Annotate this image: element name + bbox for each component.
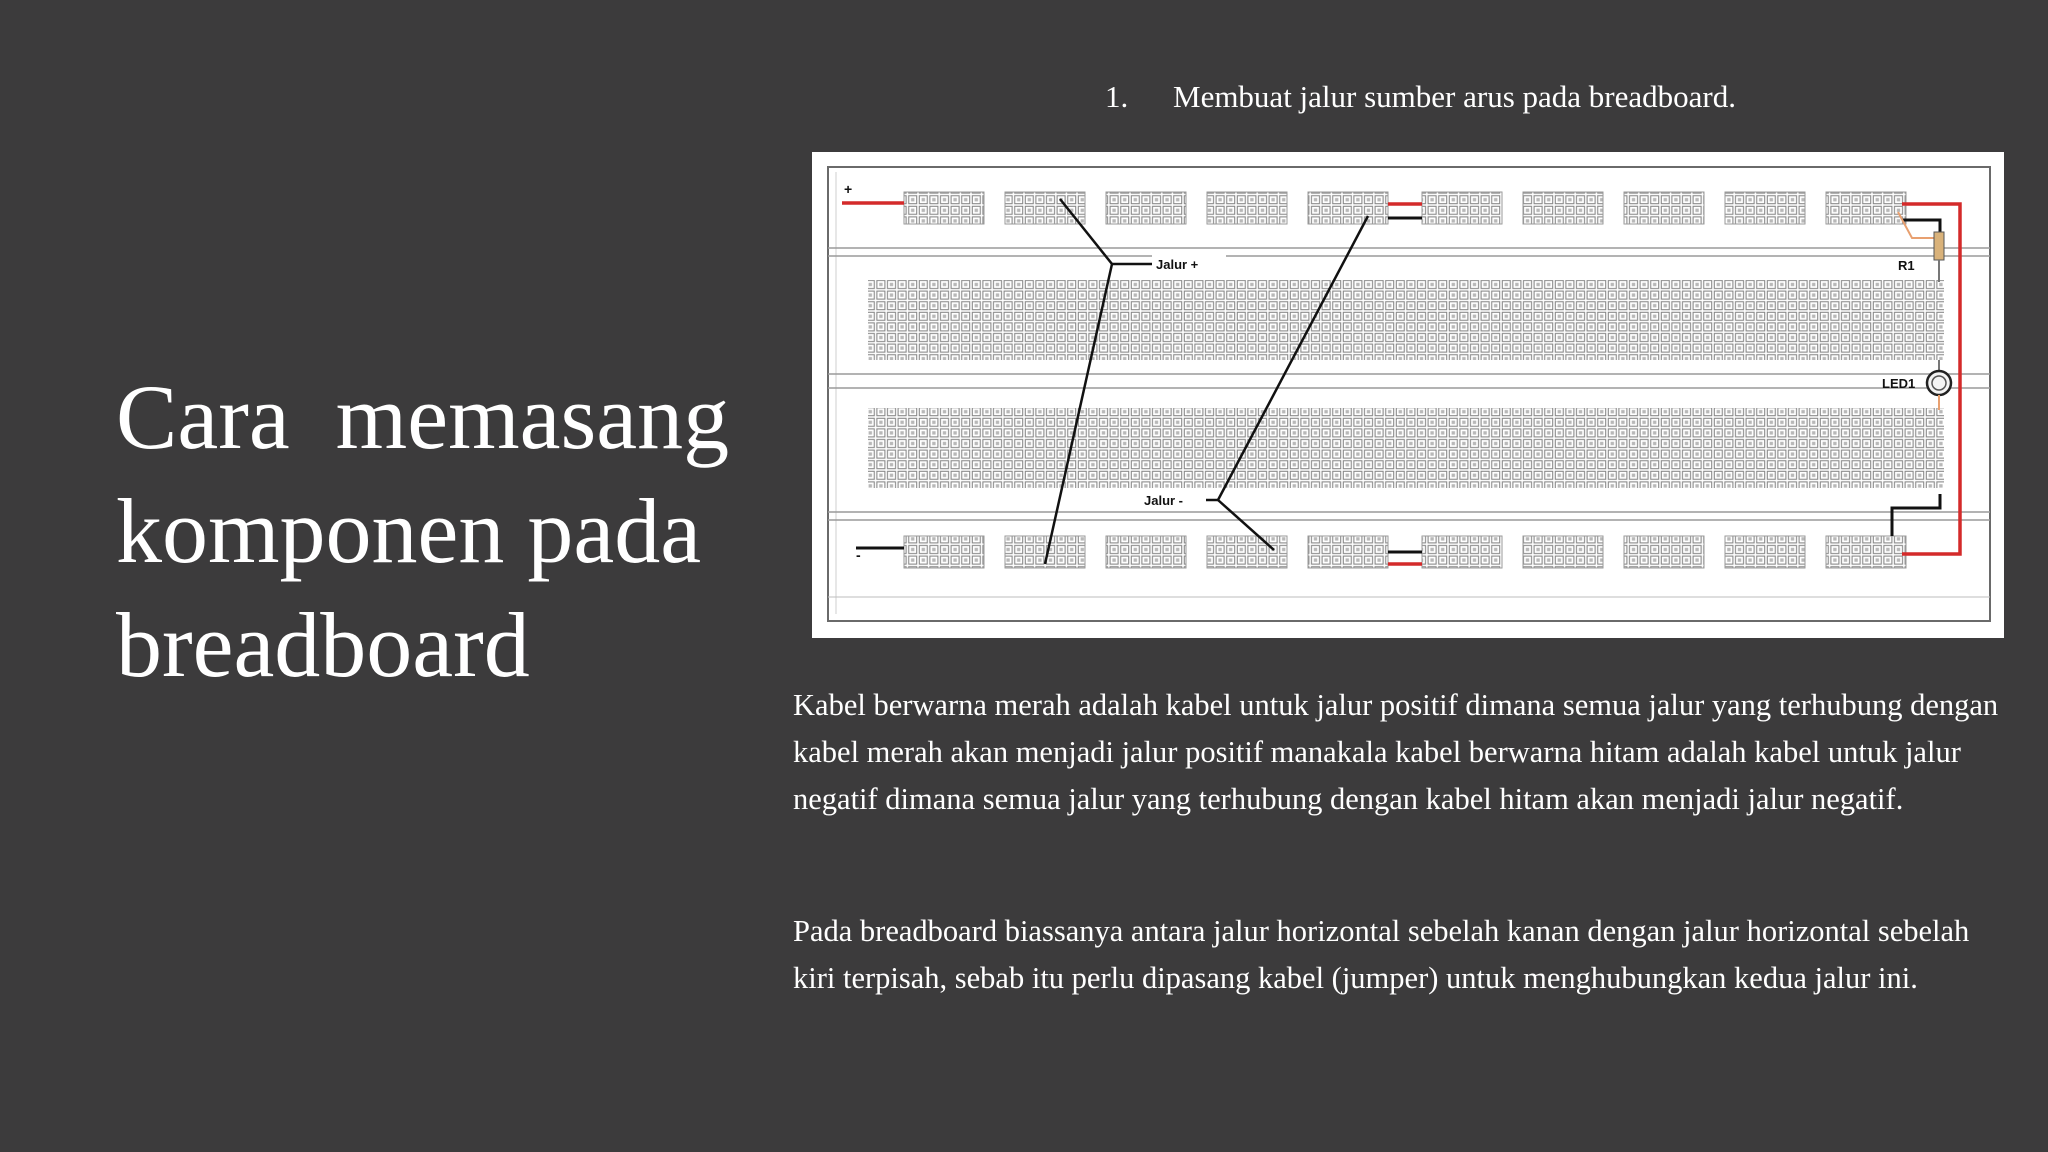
top-rail-group — [1523, 192, 1603, 224]
step-heading — [1105, 74, 1736, 120]
terminal-strip-bottom — [868, 408, 1944, 488]
label-r1: R1 — [1898, 258, 1915, 273]
top-rail-group — [1106, 192, 1186, 224]
top-rail-group — [1725, 192, 1805, 224]
bottom-rail-group — [1523, 536, 1603, 568]
top-rail-group — [1308, 192, 1388, 224]
breadboard-diagram — [812, 152, 2004, 638]
step-number: 1. — [1105, 79, 1129, 114]
top-rail-group — [1422, 192, 1502, 224]
top-rail-group — [904, 192, 984, 224]
title-line-1: Cara memasang — [116, 366, 730, 468]
title-line-3: breadboard — [116, 594, 530, 696]
step-text: Membuat jalur sumber arus pada breadboard. — [1173, 79, 1736, 114]
bottom-rail-group — [1826, 536, 1906, 568]
bottom-rail-group — [1106, 536, 1186, 568]
bottom-rail-group — [1207, 536, 1287, 568]
label-led1: LED1 — [1882, 376, 1916, 391]
terminal-strip-top — [868, 280, 1944, 360]
paragraph-1: Kabel berwarna merah adalah kabel untuk jalur positif dimana semua jalur yang terhubung dengan kabel merah akan menjadi jalur positif manakala kabel berwarna hitam adalah kabel untuk jalur negatif dimana semua jalur yang terhubung dengan kabel hitam akan menjadi jalur negatif. — [793, 688, 1999, 816]
paragraph-2: Pada breadboard biassanya antara jalur horizontal sebelah kanan dengan jalur horizontal sebelah kiri terpisah, sebab itu perlu dipasang kabel (jumper) untuk menghubungkan kedua jalur ini. — [793, 914, 1970, 995]
bottom-rail-group — [1308, 536, 1388, 568]
label-jalur-plus: Jalur + — [1156, 257, 1199, 272]
breadboard-figure — [812, 152, 2004, 638]
minus-sign: - — [856, 547, 861, 563]
bottom-rail-group — [904, 536, 984, 568]
top-rail-group — [1624, 192, 1704, 224]
slide-title — [116, 360, 756, 702]
title-line-2: komponen pada — [116, 480, 702, 582]
bottom-rail-group — [1624, 536, 1704, 568]
bottom-rail-group — [1422, 536, 1502, 568]
top-rail-group — [1207, 192, 1287, 224]
bottom-rail-group — [1725, 536, 1805, 568]
plus-sign: + — [844, 181, 853, 197]
top-rail-group — [1005, 192, 1085, 224]
label-jalur-minus: Jalur - — [1144, 493, 1184, 508]
top-rail-group — [1826, 192, 1906, 224]
